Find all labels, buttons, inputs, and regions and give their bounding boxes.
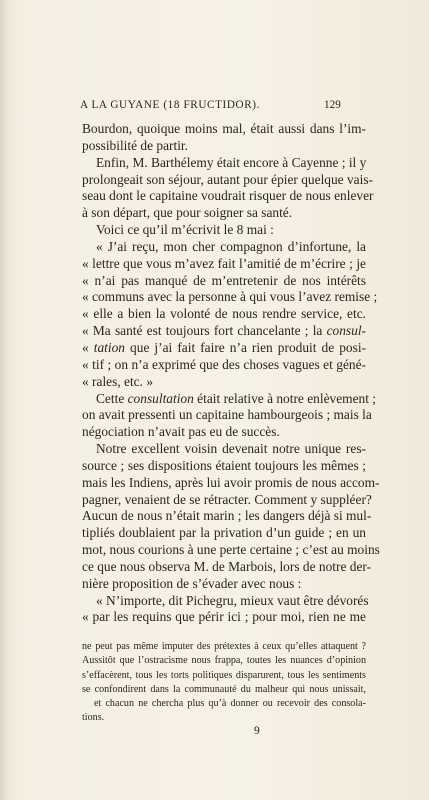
footnote-line: s’effacèrent, tous les torts politiques disparurent, tous les sentiments: [82, 669, 366, 681]
footnote: [82, 640, 366, 726]
quote-line: « communs avec la personne à qui vous l’avez remise ;: [82, 289, 378, 305]
text-line: ce que nous observa M. de Marbois, lors de notre der-: [82, 558, 372, 574]
text-line: Voici ce qu’il m’écrivit le 8 mai :: [96, 222, 274, 238]
quote-line: « N’importe, dit Pichegru, mieux vaut être dévorés: [96, 592, 369, 608]
text-line: Bourdon, quoique moins mal, était aussi dans l’im-: [82, 121, 366, 136]
text-line: nière proposition de s’évader avec nous :: [82, 575, 302, 591]
italic-term: consultation: [127, 390, 194, 406]
gutter-shadow: [0, 0, 10, 800]
text-line: Aucun de nous n’était marin ; les dangers déjà si mul-: [82, 508, 372, 524]
text-line: on avait pressenti un capitaine hambourgeois ; mais la: [82, 407, 372, 423]
italic-term: consul-: [326, 323, 366, 339]
quote-line: « J’ai reçu, mon cher compagnon d’infortune, la: [96, 238, 366, 254]
text-line: source ; ses dispositions étaient toujours les mêmes ;: [82, 457, 366, 473]
text-line: mais les Indiens, après lui avoir promis de nous accom-: [82, 474, 380, 490]
footnote-line: ne peut pas même imputer des prétextes à ceux qu’elles attaquent ?: [82, 641, 366, 652]
footnote-line: et chacun ne chercha plus qu’à donner ou recevoir des consola-: [94, 698, 366, 710]
text-line: mot, nous courions à une perte certaine ; c’est au moins: [82, 542, 380, 558]
text-line: négociation n’avait pas eu de succès.: [82, 424, 280, 440]
footnote-line: Aussitôt que l’ostracisme nous frappa, toutes les nuances d’opinion: [82, 655, 366, 667]
italic-term: tation: [93, 339, 125, 355]
footnote-line: tions.: [82, 712, 105, 724]
quote-line: « tation que j’ai fait faire n’a rien produit de posi-: [82, 339, 366, 355]
page-number: 129: [324, 99, 341, 111]
quote-line: « lettre que vous m’avez fait l’amitié de m’écrire ; je: [82, 255, 366, 271]
text-line: Notre excellent voisin devenait notre unique res-: [96, 441, 366, 457]
quote-line: « Ma santé est toujours fort chancelante ; la consul-: [82, 323, 366, 339]
quote-line: « rales, etc. »: [82, 373, 154, 389]
text-line: à son départ, que pour soigner sa santé.: [82, 205, 293, 221]
text-line: pagner, venaient de se rétracter. Comment y suppléer?: [82, 491, 372, 507]
text-line: seau dont le capitaine voudrait risquer de nous enlever: [82, 188, 374, 204]
text-line: prolongeait son séjour, autant pour épier quelque vais-: [82, 171, 373, 187]
quote-line: « par les requins que périr ici ; pour moi, rien ne me: [82, 609, 366, 625]
quote-line: « elle a bien la volonté de nous rendre service, etc.: [82, 306, 366, 322]
quote-line: « tif ; on n’a exprimé que des choses vagues et géné-: [82, 356, 366, 372]
text-line: possibilité de partir.: [82, 137, 188, 153]
text-line: Enfin, M. Barthélemy était encore à Cayenne ; il y: [96, 154, 367, 170]
running-head: A LA GUYANE (18 FRUCTIDOR).: [80, 99, 260, 111]
text-line: Cette consultation était relative à notre enlèvement ;: [96, 390, 377, 406]
footnote-line: se confondirent dans la communauté du malheur qui nous unissait,: [82, 683, 366, 695]
body-text: [82, 121, 380, 626]
quote-line: « n’ai pas manqué de m’entretenir de nos intérêts: [82, 272, 366, 288]
text-line: tipliés doublaient par la privation d’un guide ; en un: [82, 525, 366, 541]
signature-mark: 9: [254, 725, 260, 737]
